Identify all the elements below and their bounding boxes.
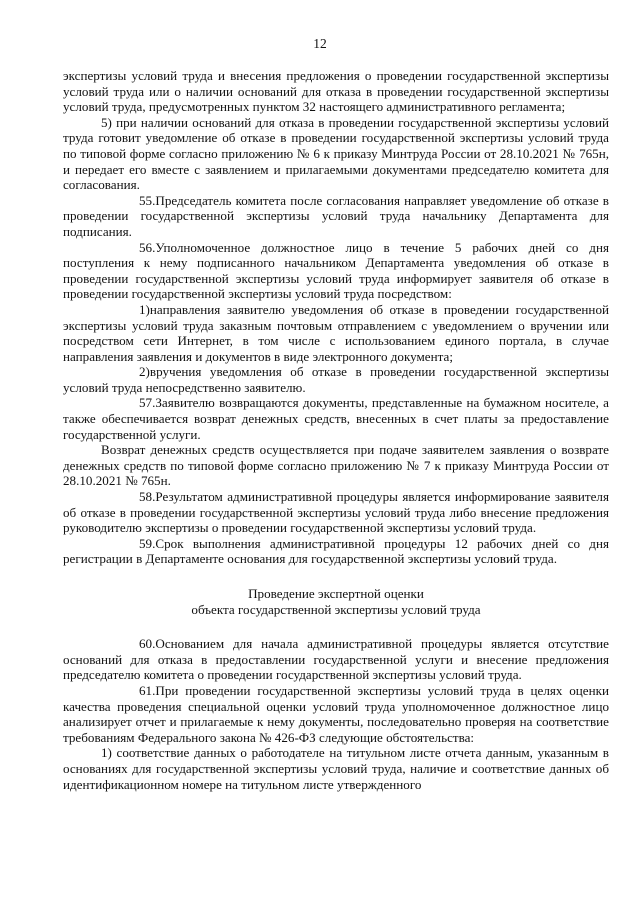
- paragraph-number: 56.: [139, 239, 156, 255]
- paragraph-57: 57.Заявителю возвращаются документы, представленные на бумажном носителе, а также обеспечивается возврат денежных средств, внесенных в счет платы за предоставление государственной услуги.: [63, 395, 609, 442]
- document-body: [63, 68, 609, 792]
- paragraph-55: 55.Председатель комитета после согласования направляет уведомление об отказе в проведении государственной экспертизы условий труда начальнику Департамента для подписания.: [63, 192, 609, 239]
- paragraph-56: 56.Уполномоченное должностное лицо в течение 5 рабочих дней со дня поступления к нему подписанного начальником Департамента уведомления об отказе в проведении государственной экспертизы условий труда информирует заявителя об отказе в проведении государственной экспертизы условий труда посредством:: [63, 239, 609, 302]
- paragraph-60: 60.Основанием для начала административной процедуры является отсутствие оснований для отказа в предоставлении государственной услуги и внесение предложения председателю комитета о проведении государственной экспертизы условий труда.: [63, 636, 609, 683]
- paragraph-refund: Возврат денежных средств осуществляется при подаче заявителем заявления о возврате денежных средств по типовой форме согласно приложению № 7 к приказу Минтруда России от 28.10.2021 № 765н.: [63, 442, 609, 489]
- paragraph-58: 58.Результатом административной процедуры является информирование заявителя об отказе в проведении государственной экспертизы условий труда либо внесение предложения руководителю экспертизы о проведении государственной экспертизы условий труда.: [63, 489, 609, 536]
- paragraph-continuation: экспертизы условий труда и внесения предложения о проведении государственной экспертизы условий труда или о наличии оснований для отказа в проведении государственной экспертизы условий труда, предусмотренных пунктом 32 настоящего административного регламента;: [63, 68, 609, 115]
- section-heading-line-1: Проведение экспертной оценки: [248, 586, 424, 601]
- paragraph-number: 61.: [139, 682, 156, 698]
- paragraph-number: 1): [139, 301, 150, 317]
- page-number: 12: [313, 36, 327, 51]
- paragraph-61: 61.При проведении государственной экспертизы условий труда в целях оценки качества проведения специальной оценки условий труда уполномоченное должностное лицо анализирует отчет и прилагаемые к нему документы, последовательно проверяя на соответствие требованиям Федерального закона № 426-ФЗ следующие обстоятельства:: [63, 682, 609, 745]
- paragraph-number: 57.: [139, 395, 156, 411]
- paragraph-subitem-1: 1)направления заявителю уведомления об отказе в проведении государственной экспертизы условий труда заказным почтовым отправлением с уведомлением о вручении или посредством сети Интернет, в том числе с использованием единого портала, в случае направления заявления и документов в виде электронного документа;: [63, 301, 609, 364]
- paragraph-number: 55.: [139, 192, 156, 208]
- paragraph-61-item-1: 1) соответствие данных о работодателе на титульном листе отчета данным, указанным в основаниях для государственной экспертизы условий труда, наличие и соответствие данных об идентификационном номере на титульном листе утвержденного: [63, 745, 609, 792]
- paragraph-subitem-2: 2)вручения уведомления об отказе в проведении государственной экспертизы условий труда непосредственно заявителю.: [63, 364, 609, 395]
- paragraph-number: 59.: [139, 535, 156, 551]
- paragraph-number: 58.: [139, 489, 156, 505]
- section-heading-line-2: объекта государственной экспертизы условий труда: [191, 601, 481, 617]
- paragraph-59: 59.Срок выполнения административной процедуры 12 рабочих дней со дня регистрации в Департаменте основания для государственной экспертизы условий труда.: [63, 535, 609, 567]
- paragraph-item-5: 5) при наличии оснований для отказа в проведении государственной экспертизы условий труда готовит уведомление об отказе в проведении государственной экспертизы условий труда по типовой форме согласно приложению № 6 к приказу Минтруда России от 28.10.2021 № 765н, и передает его вместе с заявлением и прилагаемыми документами председателю комитета для согласования.: [63, 114, 609, 193]
- paragraph-number: 60.: [139, 636, 156, 652]
- paragraph-number: 2): [139, 364, 150, 380]
